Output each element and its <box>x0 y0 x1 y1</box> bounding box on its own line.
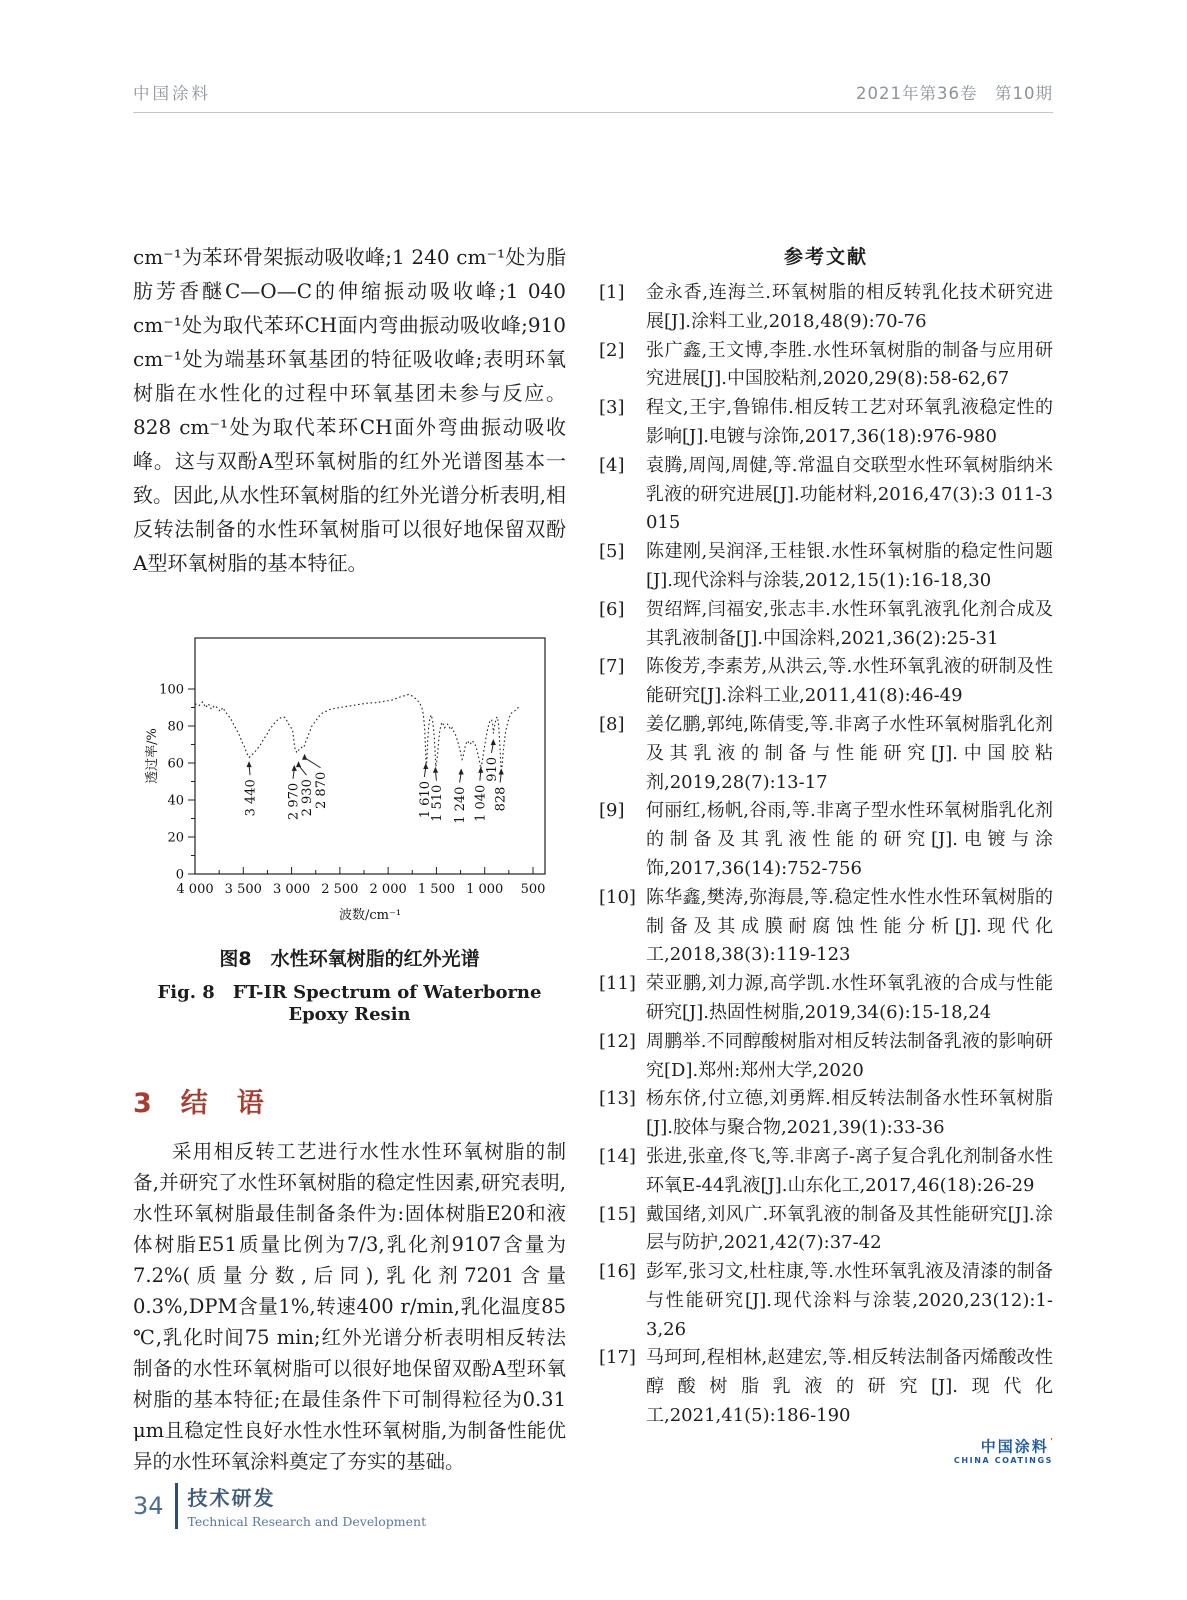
svg-text:3 440: 3 440 <box>243 779 259 817</box>
reference-text: 戴国绪,刘风广.环氧乳液的制备及其性能研究[J].涂层与防护,2021,42(7):37-42 <box>646 1203 1053 1254</box>
svg-text:910: 910 <box>484 756 500 782</box>
svg-text:80: 80 <box>167 719 184 735</box>
svg-text:3 500: 3 500 <box>224 882 262 897</box>
reference-item <box>599 711 1053 797</box>
svg-text:100: 100 <box>159 682 184 698</box>
references-heading: 参考文献 <box>783 246 868 268</box>
svg-text:0: 0 <box>175 867 184 883</box>
reference-number: [12] <box>599 1030 636 1052</box>
reference-number: [15] <box>599 1203 636 1225</box>
reference-item <box>599 394 1053 452</box>
reference-item <box>599 538 1053 596</box>
reference-number: [2] <box>599 339 625 361</box>
section-3-heading: 3 结 语 <box>133 1088 265 1119</box>
reference-text: 彭军,张习文,杜柱康,等.水性环氧乳液及清漆的制备与性能研究[J].现代涂料与涂装,2020,23(12):1-3,26 <box>646 1261 1053 1340</box>
reference-item <box>599 970 1053 1028</box>
reference-text: 荣亚鹏,刘力源,高学凯.水性环氧乳液的合成与性能研究[J].热固性树脂,2019,34(6):15-18,24 <box>646 973 1053 1023</box>
figure-caption-cn: 图8 水性环氧树脂的红外光谱 <box>219 948 480 970</box>
logo-trademark-icon: ’ <box>1049 1436 1053 1448</box>
references-list <box>599 279 1053 1431</box>
reference-number: [6] <box>599 598 625 620</box>
reference-item <box>599 1028 1053 1086</box>
svg-text:828: 828 <box>493 786 509 812</box>
page-number: 34 <box>133 1491 164 1520</box>
footer-divider <box>175 1483 178 1529</box>
reference-text: 张进,张童,佟飞,等.非离子-离子复合乳化剂制备水性环氧E-44乳液[J].山东化工,2017,46(18):26-29 <box>646 1145 1053 1196</box>
reference-item <box>599 1258 1053 1344</box>
reference-number: [7] <box>599 656 625 678</box>
reference-item <box>599 279 1053 337</box>
left-column <box>133 240 566 1477</box>
reference-text: 贺绍辉,闫福安,张志丰.水性环氧乳液乳化剂合成及其乳液制备[J].中国涂料,2021,36(2):25-31 <box>646 598 1053 649</box>
reference-item <box>599 797 1053 883</box>
svg-text:波数/cm⁻¹: 波数/cm⁻¹ <box>338 908 402 923</box>
page-header <box>133 80 1053 113</box>
reference-text: 陈俊芳,李素芳,从洪云,等.水性环氧乳液的研制及性能研究[J].涂料工业,2011,41(8):46-49 <box>646 656 1053 707</box>
footer-column-block <box>188 1482 427 1529</box>
svg-text:2 500: 2 500 <box>321 882 359 897</box>
svg-text:1 510: 1 510 <box>429 784 445 822</box>
reference-number: [5] <box>599 541 625 563</box>
reference-number: [16] <box>599 1261 636 1283</box>
reference-number: [14] <box>599 1145 636 1167</box>
figure-caption-en: Fig. 8 FT-IR Spectrum of Waterborne Epoxy Resin <box>157 982 542 1025</box>
svg-text:1 610: 1 610 <box>417 781 433 819</box>
footer-section-cn: 技术研发 <box>187 1486 276 1510</box>
svg-text:2 970: 2 970 <box>286 782 302 821</box>
svg-text:4 000: 4 000 <box>176 882 214 897</box>
svg-text:500: 500 <box>520 882 546 897</box>
reference-number: [13] <box>599 1088 636 1110</box>
reference-text: 姜亿鹏,郭纯,陈倩雯,等.非离子水性环氧树脂乳化剂及其乳液的制备与性能研究[J].中国胶粘剂,2019,28(7):13-17 <box>646 713 1053 793</box>
footer-section-en: Technical Research and Development <box>187 1514 427 1529</box>
reference-text: 马珂珂,程相林,赵建宏,等.相反转法制备丙烯酸改性醇酸树脂乳液的研究[J].现代化工,2021,41(5):186-190 <box>646 1347 1053 1427</box>
svg-text:1 240: 1 240 <box>453 786 469 824</box>
conclusion-paragraph: 采用相反转工艺进行水性水性环氧树脂的制备,并研究了水性环氧树脂的稳定性因素,研究表明,水性环氧树脂最佳制备条件为:固体树脂E20和液体树脂E51质量比例为7/3,乳化剂9107含量为7.2%(质量分数,后同),乳化剂7201含量0.3%,DPM含量1%,转速400 r/min,乳化温度85 ℃,乳化时间75 min;红外光谱分析表明相反转法制备的水性环氧树脂可以很好地保留双酚A型环氧树脂的基本特征;在最佳条件下可制得粒径为0.31 μm且稳定性良好水性水性环氧树脂,为制备性能优异的水性环氧涂料奠定了夯实的基础。 <box>133 1140 566 1473</box>
reference-number: [8] <box>599 713 625 735</box>
ftir-spectrum-chart <box>143 614 576 936</box>
reference-number: [10] <box>599 886 636 908</box>
figure-8 <box>133 614 566 1025</box>
reference-item <box>599 452 1053 538</box>
reference-number: [4] <box>599 454 625 476</box>
reference-number: [9] <box>599 800 625 822</box>
ftir-analysis-paragraph: cm⁻¹为苯环骨架振动吸收峰;1 240 cm⁻¹处为脂肪芳香醚C—O—C的伸缩振动吸收峰;1 040 cm⁻¹处为取代苯环CH面内弯曲振动吸收峰;910 cm⁻¹处为端基环氧基团的特征吸收峰;表明环氧树脂在水性化的过程中环氧基团未参与反应。828 cm⁻¹处为取代苯环CH面外弯曲振动吸收峰。这与双酚A型环氧树脂的红外光谱图基本一致。因此,从水性环氧树脂的红外光谱分析表明,相反转法制备的水性环氧树脂可以很好地保留双酚A型环氧树脂的基本特征。 <box>133 245 566 575</box>
reference-item <box>599 1201 1053 1259</box>
journal-name: 中国涂料 <box>133 84 211 103</box>
reference-number: [11] <box>599 973 636 995</box>
page-footer <box>133 1482 426 1529</box>
reference-text: 金永香,连海兰.环氧树脂的相反转乳化技术研究进展[J].涂料工业,2018,48(9):70-76 <box>646 282 1053 332</box>
issue-info: 2021年第36卷 第10期 <box>856 84 1053 103</box>
china-coatings-logo <box>599 1437 1053 1465</box>
logo-text-cn: 中国涂料 <box>980 1437 1049 1456</box>
svg-text:3 000: 3 000 <box>272 882 311 897</box>
reference-number: [3] <box>599 397 625 419</box>
reference-item <box>599 1143 1053 1201</box>
svg-text:透过率/%: 透过率/% <box>145 728 160 784</box>
reference-text: 张广鑫,王文博,李胜.水性环氧树脂的制备与应用研究进展[J].中国胶粘剂,2020,29(8):58-62,67 <box>646 339 1053 390</box>
svg-text:2 930: 2 930 <box>300 779 316 817</box>
reference-item <box>599 884 1053 970</box>
svg-text:60: 60 <box>167 756 184 772</box>
reference-text: 袁腾,周闯,周健,等.常温自交联型水性环氧树脂纳米乳液的研究进展[J].功能材料,2016,47(3):3 011-3 015 <box>646 454 1053 534</box>
reference-item <box>599 337 1053 395</box>
svg-text:2 870: 2 870 <box>314 771 330 809</box>
svg-text:1 000: 1 000 <box>466 882 504 897</box>
reference-text: 陈建刚,吴润泽,王桂银.水性环氧树脂的稳定性问题[J].现代涂料与涂装,2012,15(1):16-18,30 <box>646 541 1053 591</box>
reference-text: 何丽红,杨帆,谷雨,等.非离子型水性环氧树脂乳化剂的制备及其乳液性能的研究[J].电镀与涂饰,2017,36(14):752-756 <box>646 800 1053 879</box>
svg-text:2 000: 2 000 <box>369 882 407 897</box>
reference-number: [1] <box>599 282 625 303</box>
reference-item <box>599 596 1053 654</box>
reference-text: 周鹏举.不同醇酸树脂对相反转法制备乳液的影响研究[D].郑州:郑州大学,2020 <box>646 1030 1053 1081</box>
two-column-layout <box>133 240 1053 1477</box>
reference-item <box>599 653 1053 711</box>
reference-item <box>599 1085 1053 1143</box>
svg-text:20: 20 <box>167 830 184 846</box>
reference-text: 杨东侪,付立德,刘勇辉.相反转法制备水性环氧树脂[J].胶体与聚合物,2021,39(1):33-36 <box>646 1088 1053 1139</box>
svg-text:1 040: 1 040 <box>473 784 489 822</box>
reference-item <box>599 1344 1053 1430</box>
reference-number: [17] <box>599 1347 636 1369</box>
right-column <box>599 240 1053 1477</box>
reference-text: 陈华鑫,樊涛,弥海晨,等.稳定性水性水性环氧树脂的制备及其成膜耐腐蚀性能分析[J].现代化工,2018,38(3):119-123 <box>646 886 1053 966</box>
logo-text-en: CHINA COATINGS <box>953 1455 1053 1465</box>
svg-text:40: 40 <box>167 793 184 809</box>
reference-text: 程文,王宇,鲁锦伟.相反转工艺对环氧乳液稳定性的影响[J].电镀与涂饰,2017,36(18):976-980 <box>646 397 1053 447</box>
svg-text:1 500: 1 500 <box>417 882 456 897</box>
